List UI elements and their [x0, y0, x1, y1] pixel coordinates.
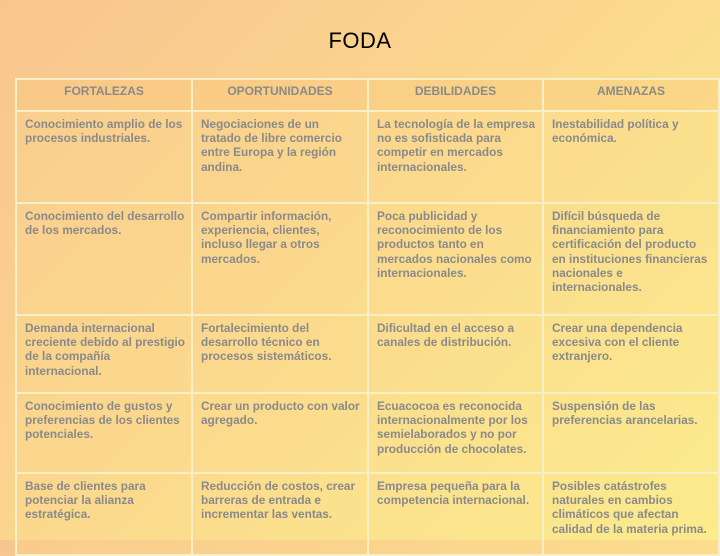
table-cell: Dificultad en el acceso a canales de distribución.: [368, 315, 543, 393]
table-cell: Difícil búsqueda de financiamiento para certificación del producto en instituciones financieras nacionales e internacionales.: [543, 203, 719, 315]
table-cell: Negociaciones de un tratado de libre comercio entre Europa y la región andina.: [192, 111, 368, 203]
table-cell: Base de clientes para potenciar la alianza estratégica.: [16, 473, 192, 555]
table-cell: Crear un producto con valor agregado.: [192, 393, 368, 473]
table-cell: Suspensión de las preferencias arancelarias.: [543, 393, 719, 473]
table-cell: Reducción de costos, crear barreras de entrada e incrementar las ventas.: [192, 473, 368, 555]
table-cell: Ecuacocoa es reconocida internacionalmente por los semielaborados y no por producción de chocolates.: [368, 393, 543, 473]
table-cell: Empresa pequeña para la competencia internacional.: [368, 473, 543, 555]
table-cell: Conocimiento del desarrollo de los mercados.: [16, 203, 192, 315]
header-oportunidades: OPORTUNIDADES: [192, 79, 368, 111]
header-row: [16, 79, 719, 111]
table-cell: Posibles catástrofes naturales en cambios climáticos que afectan calidad de la materia prima.: [543, 473, 719, 555]
header-debilidades: DEBILIDADES: [368, 79, 543, 111]
header-amenazas: AMENAZAS: [543, 79, 719, 111]
table-cell: Inestabilidad política y económica.: [543, 111, 719, 203]
table-cell: Fortalecimiento del desarrollo técnico en procesos sistemáticos.: [192, 315, 368, 393]
header-fortalezas: FORTALEZAS: [16, 79, 192, 111]
table-row: [16, 473, 719, 555]
slide-title: FODA: [328, 28, 392, 53]
table-cell: Demanda internacional creciente debido al prestigio de la compañía internacional.: [16, 315, 192, 393]
table-cell: La tecnología de la empresa no es sofisticada para competir en mercados internacionales.: [368, 111, 543, 203]
table-cell: Compartir información, experiencia, clientes, incluso llegar a otros mercados.: [192, 203, 368, 315]
table-cell: Conocimiento de gustos y preferencias de los clientes potenciales.: [16, 393, 192, 473]
table-row: [16, 315, 719, 393]
table-cell: Conocimiento amplio de los procesos industriales.: [16, 111, 192, 203]
table-row: [16, 111, 719, 203]
table-row: [16, 203, 719, 315]
foda-table: [15, 78, 720, 556]
table-row: [16, 393, 719, 473]
table-cell: Poca publicidad y reconocimiento de los productos tanto en mercados nacionales como internacionales.: [368, 203, 543, 315]
table-cell: Crear una dependencia excesiva con el cliente extranjero.: [543, 315, 719, 393]
